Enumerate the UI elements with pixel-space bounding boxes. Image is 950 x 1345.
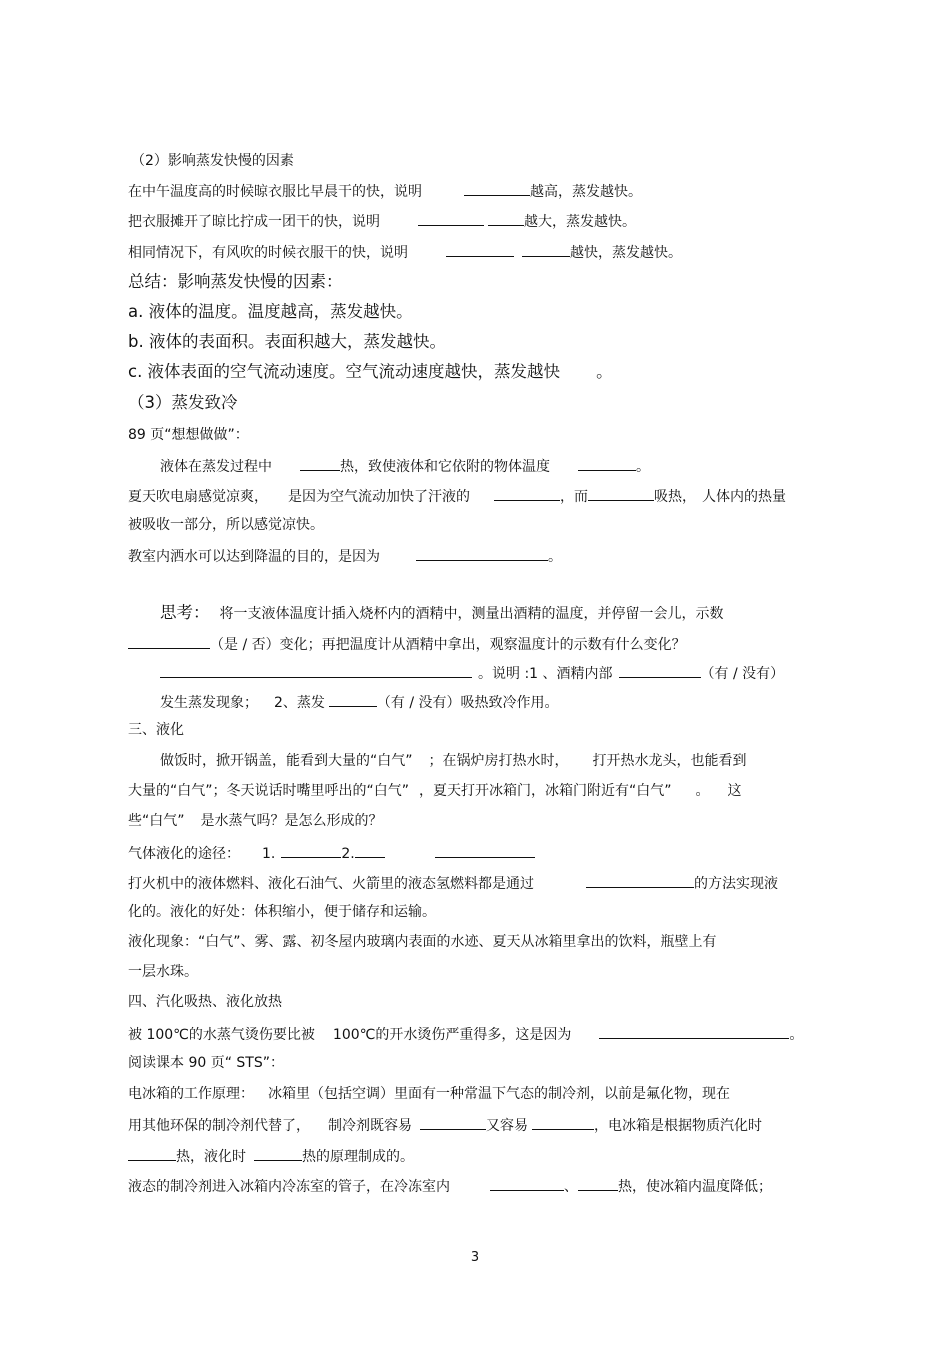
section-heading-3: （3）蒸发致冷	[128, 393, 238, 412]
answer-blank[interactable]	[446, 242, 514, 257]
answer-blank[interactable]	[128, 634, 210, 649]
text-line: 大量的“白气”；冬天说话时嘴里呼出的“白气” ，夏天打开冰箱门，冰箱门附近有“白气” 。 这	[128, 783, 742, 799]
text-line: 发生蒸发现象； 2、蒸发 （有 / 没有）吸热致冷作用。	[160, 692, 559, 712]
answer-blank[interactable]	[578, 1176, 618, 1191]
text-line: 教室内洒水可以达到降温的目的，是因为 。	[128, 546, 562, 566]
answer-blank[interactable]	[128, 1146, 176, 1161]
text-line: 液态的制冷剂进入冰箱内冷冻室的管子，在冷冻室内 、 热，使冰箱内温度降低；	[128, 1176, 772, 1196]
answer-blank[interactable]	[160, 663, 472, 678]
section-heading-2: （2）影响蒸发快慢的因素	[131, 153, 294, 169]
summary-item-b: b. 液体的表面积。表面积越大，蒸发越快。	[128, 332, 446, 351]
answer-blank[interactable]	[532, 1115, 594, 1130]
page-number: 3	[470, 1250, 480, 1265]
answer-blank[interactable]	[281, 843, 341, 858]
text-line: 液体在蒸发过程中 热，致使液体和它依附的物体温度 。	[160, 456, 650, 476]
text-line: 被吸收一部分，所以感觉凉快。	[128, 517, 324, 533]
text-line: 电冰箱的工作原理： 冰箱里（包括空调）里面有一种常温下气态的制冷剂，以前是氟化物，现在	[128, 1086, 730, 1102]
text-line: 气体液化的途径： 1. 2.	[128, 843, 535, 863]
text-line: 把衣服摊开了晾比拧成一团干的快，说明 越大，蒸发越快。	[128, 211, 636, 231]
text-line: 化的。液化的好处：体积缩小，便于储存和运输。	[128, 904, 436, 920]
text-line: 热，液化时 热的原理制成的。	[128, 1146, 414, 1166]
answer-blank[interactable]	[599, 1024, 789, 1039]
answer-blank[interactable]	[420, 1115, 486, 1130]
text-line: 做饭时，掀开锅盖，能看到大量的“白气” ；在锅炉房打热水时， 打开热水龙头，也能看到	[160, 753, 747, 769]
text-line: 夏天吹电扇感觉凉爽， 是因为空气流动加快了汗液的 ，而 吸热， 人体内的热量	[128, 486, 786, 506]
text-line: 被 100℃的水蒸气烫伤要比被 100℃的开水烫伤严重得多，这是因为 。	[128, 1024, 803, 1044]
section-heading-four: 四、汽化吸热、液化放热	[128, 994, 282, 1010]
answer-blank[interactable]	[300, 456, 340, 471]
summary-heading: 总结：影响蒸发快慢的因素：	[128, 272, 343, 291]
think-question: 思考： 将一支液体温度计插入烧杯内的酒精中，测量出酒精的温度，并停留一会儿，示数	[160, 603, 724, 622]
answer-blank[interactable]	[416, 546, 548, 561]
answer-blank[interactable]	[464, 181, 530, 196]
answer-blank[interactable]	[490, 1176, 564, 1191]
answer-blank[interactable]	[619, 663, 701, 678]
text-line: 89 页“想想做做”：	[128, 427, 249, 443]
answer-blank[interactable]	[522, 242, 570, 257]
answer-blank[interactable]	[329, 692, 377, 707]
answer-blank[interactable]	[254, 1146, 302, 1161]
summary-item-c: c. 液体表面的空气流动速度。空气流动速度越快，蒸发越快 。	[128, 362, 613, 381]
answer-blank[interactable]	[588, 486, 654, 501]
text-line: 相同情况下，有风吹的时候衣服干的快，说明 越快，蒸发越快。	[128, 242, 682, 262]
text-line: 在中午温度高的时候晾衣服比早晨干的快，说明 越高，蒸发越快。	[128, 181, 642, 201]
answer-blank[interactable]	[355, 843, 385, 858]
answer-blank[interactable]	[418, 211, 484, 226]
text-line: 液化现象：“白气”、雾、露、初冬屋内玻璃内表面的水迹、夏天从冰箱里拿出的饮料，瓶壁上有	[128, 934, 717, 950]
text-line: 。说明 :1 、酒精内部 （有 / 没有）	[160, 663, 784, 683]
text-line: （是 / 否）变化；再把温度计从酒精中拿出，观察温度计的示数有什么变化？	[128, 634, 686, 654]
answer-blank[interactable]	[494, 486, 560, 501]
summary-item-a: a. 液体的温度。温度越高，蒸发越快。	[128, 302, 413, 321]
section-heading-three: 三、液化	[128, 722, 184, 738]
answer-blank[interactable]	[578, 456, 636, 471]
text-line: 阅读课本 90 页“ STS”：	[128, 1055, 284, 1071]
answer-blank[interactable]	[488, 211, 524, 226]
text-line: 一层水珠。	[128, 964, 198, 980]
answer-blank[interactable]	[586, 873, 694, 888]
text-line: 用其他环保的制冷剂代替了， 制冷剂既容易 又容易 ，电冰箱是根据物质汽化时	[128, 1115, 762, 1135]
answer-blank[interactable]	[435, 843, 535, 858]
text-line: 打火机中的液体燃料、液化石油气、火箭里的液态氢燃料都是通过 的方法实现液	[128, 873, 778, 893]
text-line: 些“白气” 是水蒸气吗？是怎么形成的？	[128, 813, 383, 829]
